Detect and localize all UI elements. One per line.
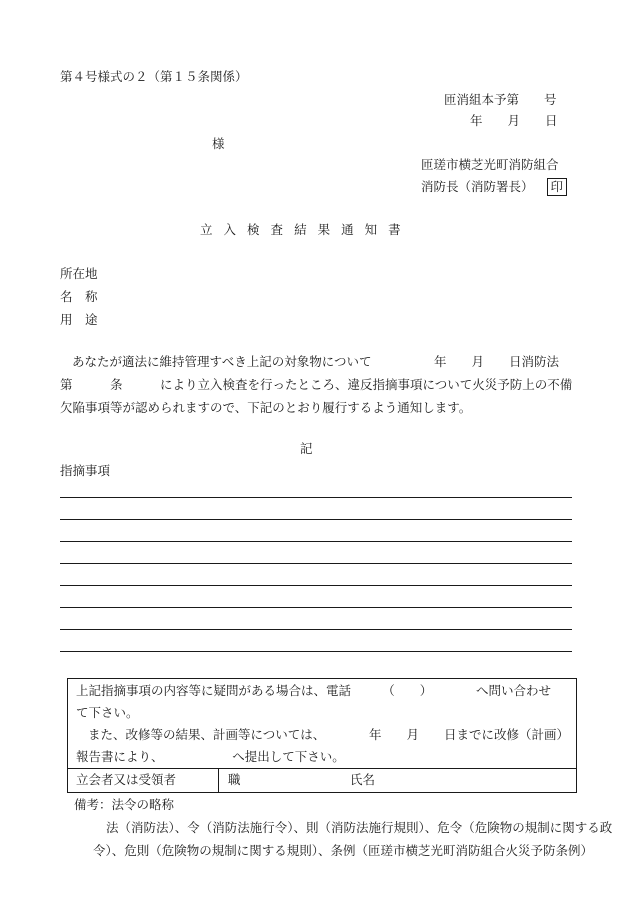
findings-label: 指摘事項 (60, 463, 111, 478)
findings-line (60, 497, 572, 498)
title-char: 入 (223, 222, 237, 237)
title-char: 立 (200, 222, 213, 237)
inquiry-notice-box (67, 678, 577, 793)
addressee-suffix: 様 (212, 136, 225, 151)
seal-mark: 印 (547, 178, 568, 196)
findings-line (60, 629, 572, 630)
title-char: 通 (341, 222, 354, 237)
findings-line (60, 519, 572, 520)
findings-line (60, 563, 572, 564)
body-line: あなたが適法に維持管理すべき上記の対象物について 年 月 日消防法 (72, 354, 560, 369)
issuer-organization: 匝瑳市横芝光町消防組合 (421, 157, 559, 172)
notice-line: 報告書により、 へ提出して下さい。 (76, 749, 345, 764)
findings-line (60, 607, 572, 608)
body-line: 第 条 により立入検査を行ったところ、違反指摘事項について火災予防上の不備 (60, 377, 573, 392)
document-number: 匝消組本予第 号 (444, 92, 557, 107)
witness-label: 立会者又は受領者 (76, 772, 177, 787)
field-use: 用 途 (60, 312, 98, 327)
body-line: 欠陥事項等が認められますので、下記のとおり履行するよう通知します。 (60, 400, 472, 415)
title-char: 査 (270, 222, 284, 237)
body-paragraph (60, 350, 580, 419)
issuer-title (421, 178, 567, 196)
field-location: 所在地 (60, 266, 98, 281)
title-char: 書 (388, 222, 401, 237)
remarks-label: 備考：法令の略称 (74, 797, 175, 812)
witness-divider (218, 769, 219, 792)
issuer-title-text: 消防長（消防署長） (421, 179, 534, 194)
title-char: 結 (294, 222, 307, 237)
findings-line (60, 541, 572, 542)
title-char: 知 (364, 222, 378, 237)
post-label: 職 (228, 772, 241, 787)
notice-line: 上記指摘事項の内容等に疑問がある場合は、電話 （ ） へ問い合わせ (76, 683, 552, 698)
issue-date: 年 月 日 (470, 113, 558, 128)
notice-line: また、改修等の結果、計画等については、 年 月 日までに改修（計画） (88, 727, 570, 742)
notice-line: て下さい。 (76, 705, 139, 720)
field-name: 名 称 (60, 289, 98, 304)
findings-line (60, 585, 572, 586)
remarks-line: 令）、危則（危険物の規制に関する規則）、条例（匝瑳市横芝光町消防組合火災予防条例） (93, 843, 594, 858)
remarks-line: 法（消防法）、令（消防法施行令）、則（消防法施行規則）、危令（危険物の規制に関する政 (106, 820, 613, 835)
title-char: 検 (247, 222, 260, 237)
form-id: 第４号様式の２（第１５条関係） (60, 69, 248, 84)
ki-heading: 記 (300, 441, 313, 456)
findings-line (60, 651, 572, 652)
document-title (200, 222, 412, 238)
name-label: 氏名 (350, 772, 376, 787)
title-char: 果 (317, 222, 331, 237)
witness-row (68, 768, 576, 792)
